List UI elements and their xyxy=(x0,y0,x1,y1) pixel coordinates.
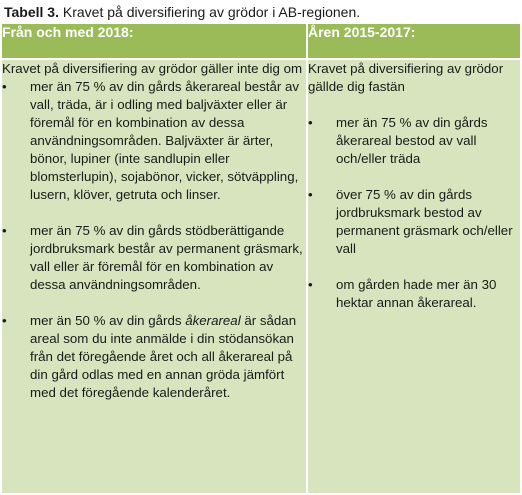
header-row xyxy=(2,24,520,59)
list-item xyxy=(2,222,306,294)
col2-intro: Kravet på diversifiering av grödor gällde dig fastän xyxy=(308,61,504,94)
list-spacer xyxy=(308,168,520,186)
col2-bullet-list xyxy=(308,114,520,312)
col1-bullet-list xyxy=(2,78,306,402)
col2-bullet-2-text: över 75 % av din gårds jordbruksmark bestod av permanent gräsmark och/eller vall xyxy=(336,187,513,256)
body-row xyxy=(2,59,520,493)
bullet-icon: • xyxy=(308,277,313,292)
col1-bullet-3-before: mer än 50 % av din gårds xyxy=(30,313,186,328)
bullet-icon: • xyxy=(308,187,313,202)
table-caption xyxy=(4,3,360,21)
col1-intro: Kravet på diversifiering av grödor gäller inte dig om xyxy=(2,61,303,76)
list-spacer xyxy=(2,204,306,222)
cell-2015-2017 xyxy=(307,59,520,493)
list-item xyxy=(308,276,520,312)
col1-bullet-3-after: är sådan areal som du inte anmälde i din stödansökan från det föregående året och all åkerareal på din gård odlas med en annan gröda jämfört med det föregående kalenderåret. xyxy=(30,313,297,400)
bullet-icon: • xyxy=(2,79,7,94)
bullet-icon: • xyxy=(2,313,7,328)
diversification-table xyxy=(2,24,520,493)
list-spacer xyxy=(2,294,306,312)
cell-from-2018 xyxy=(2,59,307,493)
col2-bullet-3-text: om gården hade mer än 30 hektar annan åkerareal. xyxy=(336,277,497,310)
col1-bullet-2-text: mer än 75 % av din gårds stödberättigande jordbruksmark består av permanent gräsmark, vall eller är föremål för en kombination av dessa användningsområden. xyxy=(30,223,303,292)
header-from-2018: Från och med 2018: xyxy=(2,24,307,59)
list-item xyxy=(2,78,306,204)
list-item xyxy=(2,312,306,402)
bullet-icon: • xyxy=(308,115,313,130)
col1-bullet-3-emphasis: åkerareal xyxy=(185,313,241,328)
list-item xyxy=(308,186,520,258)
col1-bullet-1-text: mer än 75 % av din gårds åkerareal består av vall, träda, är i odling med baljväxter eller är föremål för en kombination av dessa användningsområden. Baljväxter är ärter, bönor, lupiner (inte sandlupin eller blomsterlupin), sojabönor, vicker, sötväppling, lusern, klöver, getruta och linser. xyxy=(30,79,300,202)
col2-bullet-1-text: mer än 75 % av din gårds åkerareal bestod av vall och/eller träda xyxy=(336,115,488,166)
caption-text: Kravet på diversifiering av grödor i AB-regionen. xyxy=(58,4,361,20)
list-item xyxy=(308,114,520,168)
caption-label: Tabell 3. xyxy=(4,4,59,20)
list-spacer xyxy=(308,258,520,276)
bullet-icon: • xyxy=(2,223,7,238)
header-2015-2017: Åren 2015-2017: xyxy=(307,24,520,59)
